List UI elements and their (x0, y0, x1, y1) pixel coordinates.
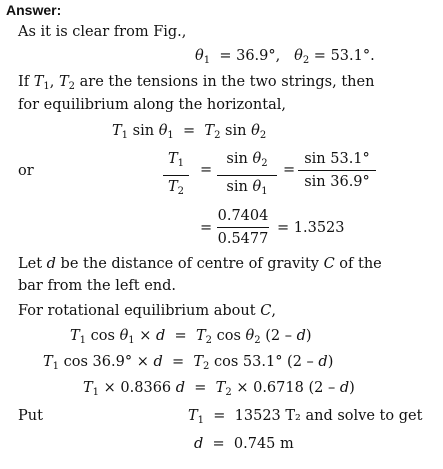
fraction-sin-values: sin 53.1° sin 36.9° (298, 150, 376, 191)
ratio-result: = 1.3523 (277, 220, 345, 236)
answer-heading: Answer: (6, 2, 62, 18)
equals-sign: = (200, 162, 213, 178)
fraction-sin-theta: $\sin \theta_2$ $\sin \theta_1$ (217, 150, 277, 201)
or-label: or (18, 163, 34, 179)
equation-horizontal: $T_1$ $\sin \theta_1 = T_2$ $\sin \theta_2$ (112, 123, 267, 141)
distance-definition: Let d be the distance of centre of gravity C of the (18, 256, 382, 272)
put-label: Put (18, 408, 43, 424)
equation-rotational-3: $T_1 \times 0.8366$ $d = T_2 \times 0.6718$ (2 – d) (83, 380, 355, 398)
fraction-numeric: 0.7404 0.5477 (217, 208, 269, 247)
equals-sign: = (200, 220, 213, 236)
tensions-line: If $T_1$, $T_2$ are the tensions in the two strings, then (18, 74, 375, 92)
final-result: d = 0.745 m (194, 436, 294, 452)
theta-values: $\theta_1 = 36.9^\circ$, $\theta_2 = 53.1^\circ$. (195, 48, 375, 66)
intro-line: As it is clear from Fig., (18, 24, 187, 40)
equation-rotational-2: $T_1$ $\cos 36.9^\circ \times d = T_2$ cos 53.1° (2 – d) (43, 354, 334, 372)
fraction-t1-t2: $T_1$ $T_2$ (163, 150, 189, 201)
put-equation: $T_1 = 13523$ T₂ and solve to get (188, 408, 423, 426)
rotational-line: For rotational equilibrium about C, (18, 303, 276, 319)
equation-rotational-1: $T_1$ $\cos \theta_1 \times d = T_2$ $\cos \theta_2$ (2 – d) (70, 328, 312, 346)
equilibrium-line: for equilibrium along the horizontal, (18, 97, 286, 113)
equals-sign: = (283, 162, 296, 178)
distance-definition-cont: bar from the left end. (18, 278, 177, 294)
